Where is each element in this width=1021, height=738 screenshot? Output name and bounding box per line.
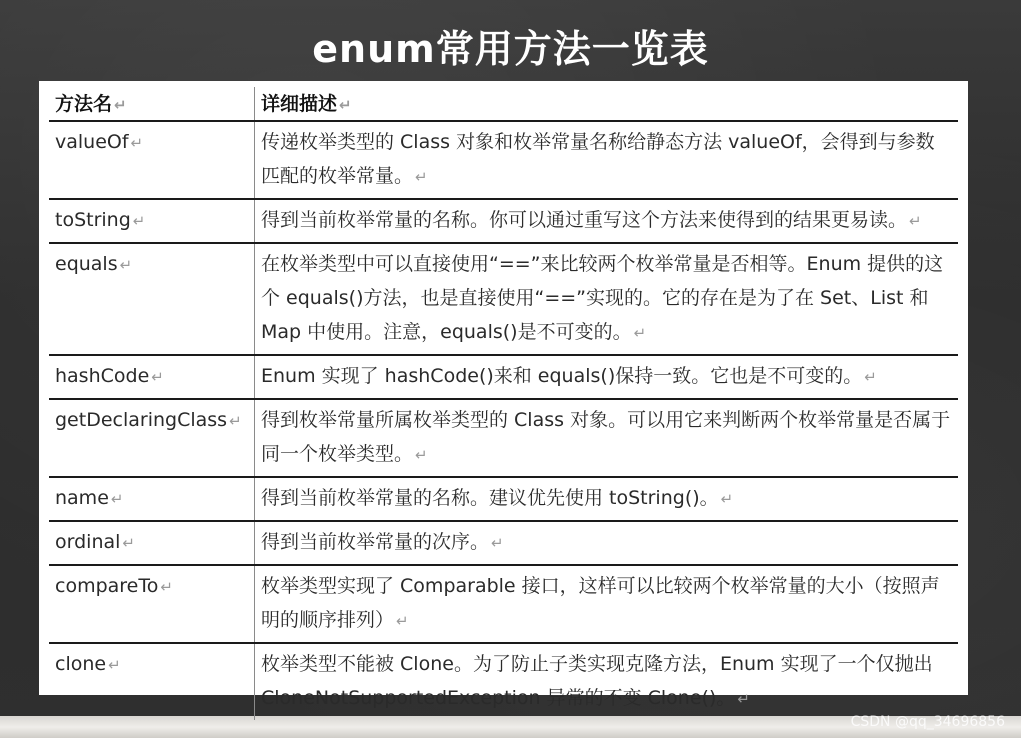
method-description-cell: 传递枚举类型的 Class 对象和枚举常量名称给静态方法 valueOf，会得到与参数匹配的枚举常量。 ↵: [255, 121, 959, 199]
table-row: [49, 521, 958, 565]
return-mark-icon: ↵: [864, 368, 877, 386]
table-header-row: [49, 87, 958, 121]
return-mark-icon: ↵: [396, 612, 409, 630]
method-name-cell: clone ↵: [49, 643, 255, 720]
return-mark-icon: ↵: [119, 256, 133, 274]
return-mark-icon: ↵: [114, 96, 127, 114]
return-mark-icon: ↵: [415, 446, 428, 464]
return-mark-icon: ↵: [720, 490, 734, 508]
return-mark-icon: ↵: [737, 690, 750, 708]
table-row: [49, 243, 958, 355]
return-mark-icon: ↵: [909, 212, 922, 230]
table-row: [49, 355, 958, 399]
return-mark-icon: ↵: [633, 324, 647, 342]
method-description-cell: 得到当前枚举常量的名称。你可以通过重写这个方法来使得到的结果更易读。 ↵: [255, 199, 959, 243]
method-name-cell: toString ↵: [49, 199, 255, 243]
return-mark-icon: ↵: [122, 534, 135, 552]
return-mark-icon: ↵: [415, 168, 428, 186]
csdn-watermark: CSDN @qq_34696856: [850, 714, 1005, 730]
method-description-cell: 得到当前枚举常量的次序。 ↵: [255, 521, 959, 565]
header-description: 详细描述 ↵: [255, 87, 959, 121]
return-mark-icon: ↵: [151, 368, 164, 386]
method-description-cell: 枚举类型实现了 Comparable 接口，这样可以比较两个枚举常量的大小（按照声明的顺序排列） ↵: [255, 565, 959, 643]
method-name-cell: hashCode ↵: [49, 355, 255, 399]
return-mark-icon: ↵: [130, 134, 144, 152]
method-description-cell: 在枚举类型中可以直接使用“==”来比较两个枚举常量是否相等。Enum 提供的这个 equals()方法，也是直接使用“==”实现的。它的存在是为了在 Set、List 和 Map 中使用。注意，equals()是不可变的。 ↵: [255, 243, 959, 355]
method-name-cell: valueOf ↵: [49, 121, 255, 199]
method-name-cell: name ↵: [49, 477, 255, 521]
table-row: [49, 199, 958, 243]
table-row: [49, 643, 958, 720]
table-row: [49, 399, 958, 477]
method-name-cell: getDeclaringClass ↵: [49, 399, 255, 477]
table-row: [49, 121, 958, 199]
header-method-name: 方法名 ↵: [49, 87, 255, 121]
table-row: [49, 565, 958, 643]
method-table-sheet: [39, 81, 968, 709]
return-mark-icon: ↵: [110, 490, 124, 508]
method-table: [49, 87, 958, 720]
method-description-cell: 得到枚举常量所属枚举类型的 Class 对象。可以用它来判断两个枚举常量是否属于同一个枚举类型。 ↵: [255, 399, 959, 477]
return-mark-icon: ↵: [491, 534, 504, 552]
return-mark-icon: ↵: [229, 412, 242, 430]
method-description-cell: 得到当前枚举常量的名称。建议优先使用 toString()。 ↵: [255, 477, 959, 521]
method-name-cell: equals ↵: [49, 243, 255, 355]
page-title: enum常用方法一览表: [312, 27, 709, 71]
method-description-cell: Enum 实现了 hashCode()来和 equals()保持一致。它也是不可变的。 ↵: [255, 355, 959, 399]
table-row: [49, 477, 958, 521]
method-description-cell: 枚举类型不能被 Clone。为了防止子类实现克隆方法，Enum 实现了一个仅抛出 CloneNotSupportedException 异常的不变 Clone()。 ↵: [261, 653, 933, 709]
return-mark-icon: ↵: [132, 212, 146, 230]
return-mark-icon: ↵: [108, 656, 121, 674]
return-mark-icon: ↵: [339, 96, 352, 114]
return-mark-icon: ↵: [160, 578, 173, 596]
method-name-cell: ordinal ↵: [49, 521, 255, 565]
method-name-cell: compareTo ↵: [49, 565, 255, 643]
